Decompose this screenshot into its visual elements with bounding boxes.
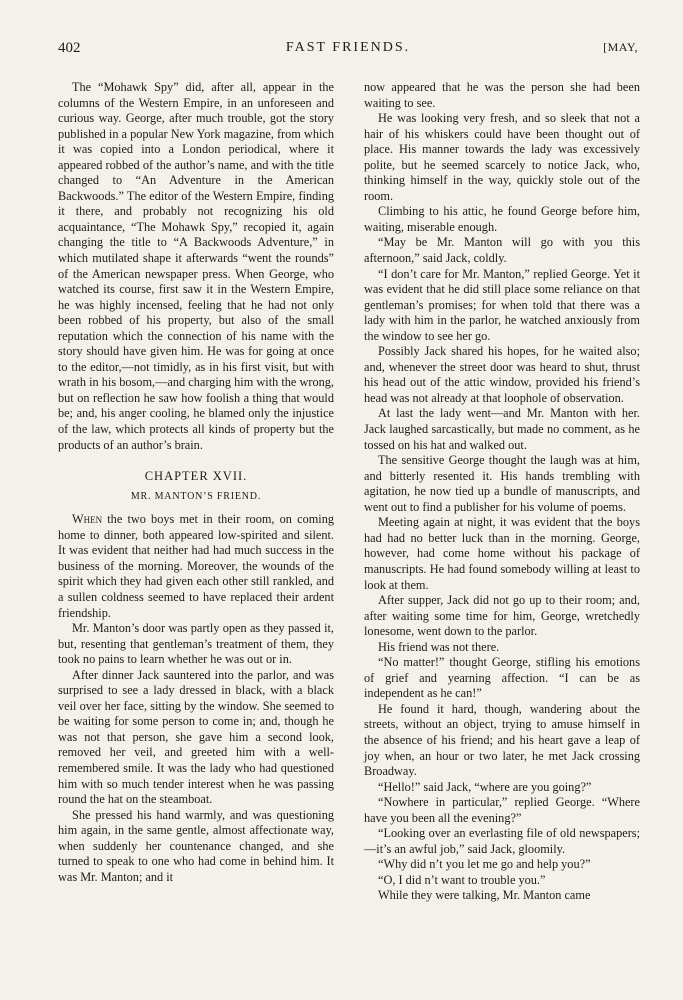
paragraph: “Nowhere in particular,” replied George. “Where have you been all the evening?”	[364, 795, 640, 825]
paragraph: “Looking over an everlasting file of old newspapers;—it’s an awful job,” said Jack, gloomily.	[364, 826, 640, 856]
right-column	[364, 80, 640, 904]
running-header	[58, 40, 638, 62]
paragraph: “Hello!” said Jack, “where are you going?”	[378, 779, 592, 794]
paragraph: The sensitive George thought the laugh was at him, and bitterly resented it. His hands trembling with agitation, he now tied up a bundle of manuscripts, and went out to find a publisher for his volume of poems.	[364, 453, 640, 514]
paragraph: After supper, Jack did not go up to their room; and, after waiting some time for him, George, wretchedly lonesome, went down to the parlor.	[364, 593, 640, 639]
paragraph-text: the two boys met in their room, on coming home to dinner, both appeared low-spirited and silent. It was evident that neither had had much success in the business of the morning. Moreover, the wounds of the spirit which they had given each other still rankled, and a sullen coldness seemed to have replaced their ardent friendship.	[58, 512, 334, 620]
paragraph: “I don’t care for Mr. Manton,” replied George. Yet it was evident that he did still place some reliance on that gentleman’s promises; for when told that there was a lady with him in the parlor, he watched anxiously from the window to see her go.	[364, 266, 640, 343]
issue-month: [MAY,	[603, 40, 638, 54]
chapter-title: CHAPTER XVII.	[144, 469, 248, 484]
paragraph: now appeared that he was the person she had been waiting to see.	[364, 80, 640, 110]
paragraph: “O, I did n’t want to trouble you.”	[378, 872, 546, 887]
paragraph: Climbing to his attic, he found George before him, waiting, miserable enough.	[364, 204, 640, 234]
paragraph: “May be Mr. Manton will go with you this afternoon,” said Jack, coldly.	[364, 235, 640, 266]
paragraph: She pressed his hand warmly, and was questioning him again, in the same gentle, almost affectionate way, when suddenly her countenance changed, and she turned to speak to one who had come in behind him. It was Mr. Manton; and it	[58, 807, 334, 884]
left-column	[58, 80, 334, 885]
paragraph: “No matter!” thought George, stifling his emotions of grief and yearning affection. “I can be as independent as he can!”	[364, 655, 640, 701]
paragraph: His friend was not there.	[378, 639, 500, 654]
paragraph: At last the lady went—and Mr. Manton with her. Jack laughed sarcastically, but made no comment, as he tossed on his hat and walked out.	[364, 406, 640, 452]
paragraph	[58, 512, 334, 621]
paragraph: While they were talking, Mr. Manton came	[378, 888, 591, 903]
paragraph: After dinner Jack sauntered into the parlor, and was surprised to see a lady dressed in black, with a black veil over her face, sitting by the window. She seemed to be waiting for some person to come in; and, though he was not that person, she gave him a second look, removed her veil, and greeted him with a well-remembered smile. It was the lady who had questioned him with so much tender interest when he was passing round the hat on the steamboat.	[58, 667, 334, 807]
page-number: 402	[58, 40, 81, 56]
chapter-lead-word: When	[72, 512, 103, 527]
chapter-subtitle: MR. MANTON’S FRIEND.	[130, 490, 262, 502]
paragraph: Possibly Jack shared his hopes, for he waited also; and, whenever the street door was heard to shut, thrust his head out of the attic window, provided his friend’s head was not already at that loophole of observation.	[364, 344, 640, 405]
paragraph: The “Mohawk Spy” did, after all, appear in the columns of the Western Empire, in an unforeseen and curious way. George, after much trouble, got the story published in a popular New York magazine, from which it was copied into a London periodical, where it appeared robbed of the author’s name, and with the title changed to “An Adventure in the American Backwoods.” The editor of the Western Empire, finding it there, and probably not recognizing his old acquaintance, “The Mohawk Spy,” recopied it, again changing the title to “A Backwoods Adventure,” in which mutilated shape it afterwards “went the rounds” of the American newspaper press. When George, who watched its course, first saw it in the Western Empire, he was highly incensed, feeling that he had not only been robbed of his property, but also of the small reputation which the connection of his name with the story should have given him. He was for going at once to the editor,—not timidly, as in his first visit, but with wrath in his bosom,—and charging him with the wrong, but on reflection he saw how foolish a thing that would be; and, his anger cooling, he blamed only the injustice of the law, which protects all kinds of property but the products of an author’s brain.	[58, 80, 334, 452]
paragraph: He found it hard, though, wandering about the streets, without an object, trying to amuse himself in the absence of his friend; and his heart gave a leap of joy when, an hour or two later, he met Jack crossing Broadway.	[364, 701, 640, 779]
paragraph: Meeting again at night, it was evident that the boys had had no better luck than in the morning. George, however, had come home without his package of manuscripts. He had found somebody willing at least to look at them.	[364, 515, 640, 592]
paragraph: “Why did n’t you let me go and help you?”	[378, 857, 591, 872]
paragraph: Mr. Manton’s door was partly open as they passed it, but, resenting that gentleman’s treatment of them, they took no pains to learn whether he was out or in.	[58, 621, 334, 667]
running-title: FAST FRIENDS.	[285, 40, 411, 55]
paragraph: He was looking very fresh, and so sleek that not a hair of his whiskers could have been thought out of place. His manner towards the lady was excessively polite, but he seemed scarcely to notice Jack, who, thinking himself in the way, quickly stole out of the room.	[364, 111, 640, 203]
